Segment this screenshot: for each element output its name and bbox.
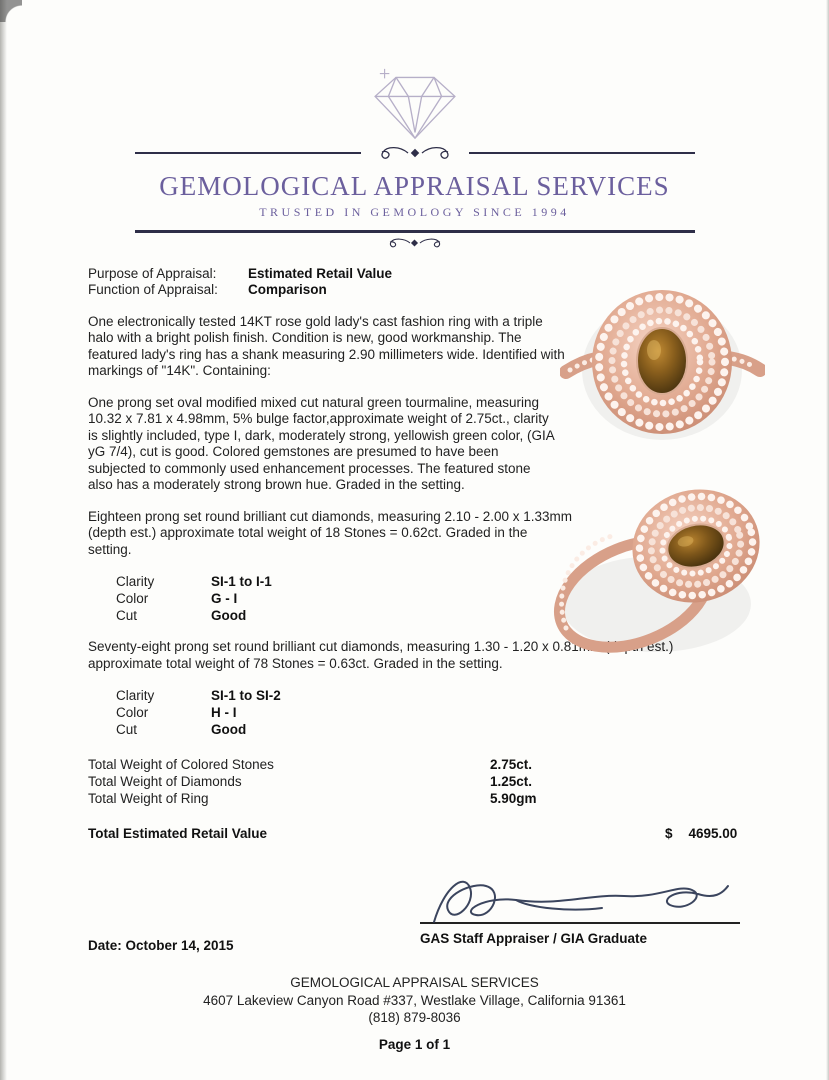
total-colored-stones-value: 2.75ct. bbox=[490, 757, 533, 772]
footer-phone: (818) 879-8036 bbox=[368, 1010, 461, 1025]
scroll-ornament-icon bbox=[367, 144, 463, 162]
grade-row bbox=[116, 721, 789, 738]
cut-value: Good bbox=[211, 722, 247, 737]
cut-label: Cut bbox=[116, 608, 138, 623]
color-label: Color bbox=[116, 705, 149, 720]
ring-photo-top-view bbox=[560, 274, 765, 452]
signature-line bbox=[420, 922, 740, 924]
clarity-value: SI-1 to SI-2 bbox=[211, 688, 281, 703]
currency-symbol: $ bbox=[665, 826, 673, 841]
diamond-logo bbox=[0, 66, 829, 142]
purpose-value: Estimated Retail Value bbox=[248, 265, 393, 281]
diamonds-78-description: Seventy-eight prong set round brilliant cut diamonds, measuring 1.30 - 1.20 x 0.81mm (depth est.) approximate total weight of 78 Stones = 0.63ct. Graded in the setting. bbox=[88, 639, 674, 671]
clarity-value: SI-1 to I-1 bbox=[211, 574, 272, 589]
total-ring-weight-value: 5.90gm bbox=[490, 791, 537, 806]
scan-corner bbox=[0, 0, 22, 22]
total-diamonds-row bbox=[88, 773, 789, 790]
signature-area bbox=[420, 858, 740, 948]
totals-section bbox=[88, 756, 789, 807]
appraiser-signature bbox=[420, 858, 740, 932]
total-colored-stones-row bbox=[88, 756, 789, 773]
clarity-label: Clarity bbox=[116, 574, 155, 589]
diamond-icon bbox=[360, 66, 470, 142]
top-rule bbox=[135, 144, 695, 162]
color-value: G - I bbox=[211, 591, 238, 606]
total-diamonds-value: 1.25ct. bbox=[490, 774, 533, 789]
ring-description: One electronically tested 14KT rose gold lady's cast fashion ring with a triple halo with a bright polish finish. Condition is new, good workmanship. The featured lady's ring has a shank measuring 2.90 millimeters wide. Identified with markings of "14K". Containing: bbox=[88, 313, 565, 378]
color-value: H - I bbox=[211, 705, 237, 720]
total-ring-weight-row bbox=[88, 790, 789, 807]
footer-company: GEMOLOGICAL APPRAISAL SERVICES bbox=[290, 975, 539, 990]
footer-address: 4607 Lakeview Canyon Road #337, Westlake Village, California 91361 bbox=[203, 992, 626, 1008]
rule-segment bbox=[135, 152, 361, 154]
cut-label: Cut bbox=[116, 722, 138, 737]
bottom-rule bbox=[135, 230, 695, 233]
total-diamonds-label: Total Weight of Diamonds bbox=[88, 774, 242, 789]
footer bbox=[0, 974, 829, 1053]
function-value: Comparison bbox=[248, 282, 327, 297]
grade-table-2 bbox=[116, 687, 789, 738]
ring-photo-side-view bbox=[546, 476, 774, 661]
retail-value: 4695.00 bbox=[688, 826, 738, 841]
company-title: GEMOLOGICAL APPRAISAL SERVICES bbox=[159, 171, 670, 201]
diamonds-18-description: Eighteen prong set round brilliant cut diamonds, measuring 2.10 - 2.00 x 1.33mm (depth est.) approximate total weight of 18 Stones = 0.62ct. Graded in the setting. bbox=[88, 508, 573, 557]
retail-value-label: Total Estimated Retail Value bbox=[88, 826, 268, 841]
letterhead bbox=[0, 0, 829, 250]
color-label: Color bbox=[116, 591, 149, 606]
scroll-ornament-icon bbox=[380, 236, 450, 250]
appraiser-title: GAS Staff Appraiser / GIA Graduate bbox=[420, 931, 648, 946]
clarity-label: Clarity bbox=[116, 688, 155, 703]
cut-value: Good bbox=[211, 608, 247, 623]
grade-row bbox=[116, 687, 789, 704]
appraisal-date: Date: October 14, 2015 bbox=[88, 937, 234, 953]
company-tagline: TRUSTED IN GEMOLOGY SINCE 1994 bbox=[259, 205, 570, 219]
total-ring-weight-label: Total Weight of Ring bbox=[88, 791, 209, 806]
signature-section bbox=[88, 858, 789, 970]
bottom-ornament bbox=[0, 236, 829, 250]
purpose-label: Purpose of Appraisal: bbox=[88, 265, 217, 281]
tourmaline-description: One prong set oval modified mixed cut natural green tourmaline, measuring 10.32 x 7.81 x 4.98mm, 5% bulge factor,approximate weight of 2.75ct., clarity is slightly included, type I, dark, moderately strong, yellowish green color, (GIA yG 7/4), cut is good. Colored gemstones are presumed to have been subjected to commonly used enhancement processes. The featured stone also has a moderately strong brown hue. Graded in the setting. bbox=[88, 394, 554, 492]
total-colored-stones-label: Total Weight of Colored Stones bbox=[88, 757, 274, 772]
retail-value-row bbox=[88, 826, 789, 844]
grade-row bbox=[116, 704, 789, 721]
retail-amount bbox=[665, 826, 737, 843]
rule-segment bbox=[469, 152, 695, 154]
page-number: Page 1 of 1 bbox=[378, 1036, 451, 1052]
function-label: Function of Appraisal: bbox=[88, 282, 218, 297]
